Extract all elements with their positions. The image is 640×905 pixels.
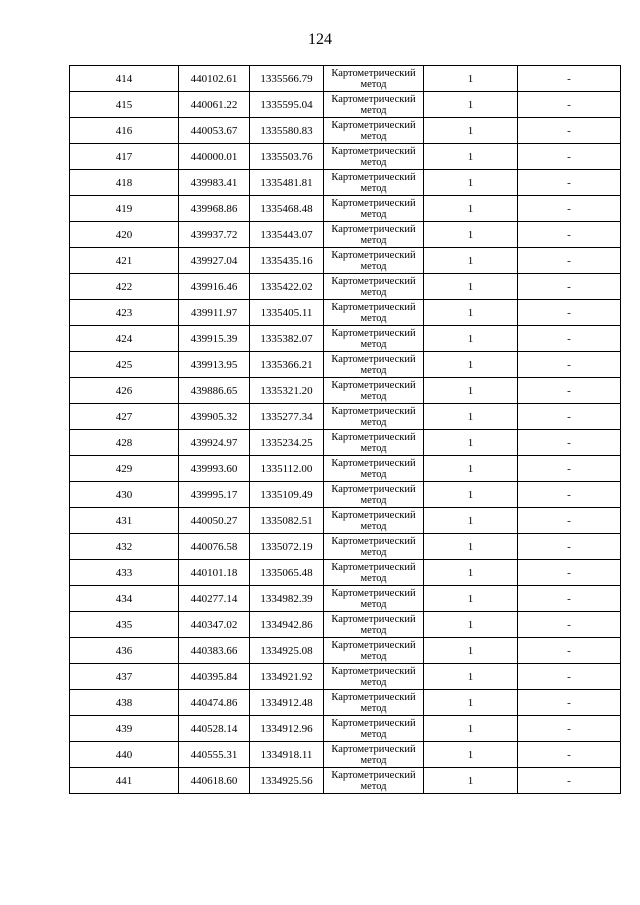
table-row — [70, 378, 621, 404]
y-coordinate-cell: 1335435.16 — [250, 248, 324, 274]
note-cell: - — [518, 274, 621, 300]
note-cell: - — [518, 456, 621, 482]
method-cell: Картометрический метод — [324, 118, 424, 144]
point-number-cell: 437 — [70, 664, 179, 690]
x-coordinate-cell: 439905.32 — [179, 404, 250, 430]
point-number-cell: 439 — [70, 716, 179, 742]
count-cell: 1 — [424, 144, 518, 170]
y-coordinate-cell: 1335405.11 — [250, 300, 324, 326]
count-cell: 1 — [424, 196, 518, 222]
x-coordinate-cell: 439995.17 — [179, 482, 250, 508]
count-cell: 1 — [424, 716, 518, 742]
count-cell: 1 — [424, 508, 518, 534]
note-cell: - — [518, 326, 621, 352]
y-coordinate-cell: 1335277.34 — [250, 404, 324, 430]
y-coordinate-cell: 1334921.92 — [250, 664, 324, 690]
point-number-cell: 421 — [70, 248, 179, 274]
count-cell: 1 — [424, 768, 518, 794]
x-coordinate-cell: 439983.41 — [179, 170, 250, 196]
note-cell: - — [518, 742, 621, 768]
note-cell: - — [518, 586, 621, 612]
count-cell: 1 — [424, 612, 518, 638]
count-cell: 1 — [424, 326, 518, 352]
table-row — [70, 690, 621, 716]
count-cell: 1 — [424, 352, 518, 378]
count-cell: 1 — [424, 664, 518, 690]
method-cell: Картометрический метод — [324, 92, 424, 118]
method-cell: Картометрический метод — [324, 560, 424, 586]
x-coordinate-cell: 439993.60 — [179, 456, 250, 482]
table-row — [70, 742, 621, 768]
table-row — [70, 586, 621, 612]
note-cell: - — [518, 92, 621, 118]
note-cell: - — [518, 196, 621, 222]
x-coordinate-cell: 440053.67 — [179, 118, 250, 144]
method-cell: Картометрический метод — [324, 144, 424, 170]
method-cell: Картометрический метод — [324, 716, 424, 742]
table-row — [70, 664, 621, 690]
x-coordinate-cell: 440395.84 — [179, 664, 250, 690]
y-coordinate-cell: 1335481.81 — [250, 170, 324, 196]
count-cell: 1 — [424, 170, 518, 196]
table-row — [70, 66, 621, 92]
method-cell: Картометрический метод — [324, 66, 424, 92]
point-number-cell: 428 — [70, 430, 179, 456]
table-row — [70, 326, 621, 352]
point-number-cell: 415 — [70, 92, 179, 118]
point-number-cell: 432 — [70, 534, 179, 560]
point-number-cell: 417 — [70, 144, 179, 170]
note-cell: - — [518, 690, 621, 716]
count-cell: 1 — [424, 248, 518, 274]
method-cell: Картометрический метод — [324, 430, 424, 456]
method-cell: Картометрический метод — [324, 534, 424, 560]
point-number-cell: 423 — [70, 300, 179, 326]
x-coordinate-cell: 440383.66 — [179, 638, 250, 664]
x-coordinate-cell: 440102.61 — [179, 66, 250, 92]
note-cell: - — [518, 404, 621, 430]
x-coordinate-cell: 440528.14 — [179, 716, 250, 742]
x-coordinate-cell: 440101.18 — [179, 560, 250, 586]
x-coordinate-cell: 439911.97 — [179, 300, 250, 326]
x-coordinate-cell: 439886.65 — [179, 378, 250, 404]
note-cell: - — [518, 534, 621, 560]
note-cell: - — [518, 612, 621, 638]
method-cell: Картометрический метод — [324, 742, 424, 768]
count-cell: 1 — [424, 456, 518, 482]
point-number-cell: 420 — [70, 222, 179, 248]
method-cell: Картометрический метод — [324, 690, 424, 716]
note-cell: - — [518, 144, 621, 170]
x-coordinate-cell: 439927.04 — [179, 248, 250, 274]
table-row — [70, 274, 621, 300]
table-row — [70, 92, 621, 118]
method-cell: Картометрический метод — [324, 638, 424, 664]
x-coordinate-cell: 440277.14 — [179, 586, 250, 612]
point-number-cell: 435 — [70, 612, 179, 638]
point-number-cell: 414 — [70, 66, 179, 92]
y-coordinate-cell: 1335503.76 — [250, 144, 324, 170]
count-cell: 1 — [424, 534, 518, 560]
method-cell: Картометрический метод — [324, 482, 424, 508]
y-coordinate-cell: 1335566.79 — [250, 66, 324, 92]
point-number-cell: 430 — [70, 482, 179, 508]
method-cell: Картометрический метод — [324, 378, 424, 404]
y-coordinate-cell: 1334912.48 — [250, 690, 324, 716]
y-coordinate-cell: 1334912.96 — [250, 716, 324, 742]
y-coordinate-cell: 1335366.21 — [250, 352, 324, 378]
table-row — [70, 508, 621, 534]
coordinates-table-body — [70, 66, 621, 794]
note-cell: - — [518, 170, 621, 196]
y-coordinate-cell: 1334942.86 — [250, 612, 324, 638]
y-coordinate-cell: 1335580.83 — [250, 118, 324, 144]
note-cell: - — [518, 222, 621, 248]
table-row — [70, 248, 621, 274]
count-cell: 1 — [424, 638, 518, 664]
note-cell: - — [518, 482, 621, 508]
table-row — [70, 716, 621, 742]
x-coordinate-cell: 440050.27 — [179, 508, 250, 534]
count-cell: 1 — [424, 586, 518, 612]
method-cell: Картометрический метод — [324, 768, 424, 794]
table-row — [70, 534, 621, 560]
y-coordinate-cell: 1335065.48 — [250, 560, 324, 586]
note-cell: - — [518, 638, 621, 664]
count-cell: 1 — [424, 404, 518, 430]
x-coordinate-cell: 440618.60 — [179, 768, 250, 794]
count-cell: 1 — [424, 66, 518, 92]
method-cell: Картометрический метод — [324, 586, 424, 612]
point-number-cell: 419 — [70, 196, 179, 222]
point-number-cell: 427 — [70, 404, 179, 430]
x-coordinate-cell: 440347.02 — [179, 612, 250, 638]
table-row — [70, 560, 621, 586]
note-cell: - — [518, 352, 621, 378]
note-cell: - — [518, 560, 621, 586]
note-cell: - — [518, 508, 621, 534]
count-cell: 1 — [424, 560, 518, 586]
x-coordinate-cell: 440076.58 — [179, 534, 250, 560]
table-row — [70, 300, 621, 326]
method-cell: Картометрический метод — [324, 170, 424, 196]
y-coordinate-cell: 1335382.07 — [250, 326, 324, 352]
method-cell: Картометрический метод — [324, 300, 424, 326]
point-number-cell: 433 — [70, 560, 179, 586]
method-cell: Картометрический метод — [324, 248, 424, 274]
y-coordinate-cell: 1334918.11 — [250, 742, 324, 768]
y-coordinate-cell: 1335595.04 — [250, 92, 324, 118]
method-cell: Картометрический метод — [324, 196, 424, 222]
method-cell: Картометрический метод — [324, 456, 424, 482]
note-cell: - — [518, 378, 621, 404]
y-coordinate-cell: 1335234.25 — [250, 430, 324, 456]
y-coordinate-cell: 1334982.39 — [250, 586, 324, 612]
x-coordinate-cell: 440061.22 — [179, 92, 250, 118]
y-coordinate-cell: 1334925.56 — [250, 768, 324, 794]
table-row — [70, 222, 621, 248]
y-coordinate-cell: 1334925.08 — [250, 638, 324, 664]
table-row — [70, 768, 621, 794]
point-number-cell: 418 — [70, 170, 179, 196]
table-row — [70, 430, 621, 456]
method-cell: Картометрический метод — [324, 612, 424, 638]
x-coordinate-cell: 440474.86 — [179, 690, 250, 716]
x-coordinate-cell: 439937.72 — [179, 222, 250, 248]
y-coordinate-cell: 1335443.07 — [250, 222, 324, 248]
table-row — [70, 638, 621, 664]
point-number-cell: 441 — [70, 768, 179, 794]
count-cell: 1 — [424, 742, 518, 768]
table-row — [70, 456, 621, 482]
x-coordinate-cell: 439968.86 — [179, 196, 250, 222]
x-coordinate-cell: 439913.95 — [179, 352, 250, 378]
x-coordinate-cell: 440555.31 — [179, 742, 250, 768]
method-cell: Картометрический метод — [324, 508, 424, 534]
table-row — [70, 170, 621, 196]
y-coordinate-cell: 1335082.51 — [250, 508, 324, 534]
method-cell: Картометрический метод — [324, 404, 424, 430]
point-number-cell: 434 — [70, 586, 179, 612]
note-cell: - — [518, 768, 621, 794]
count-cell: 1 — [424, 274, 518, 300]
note-cell: - — [518, 66, 621, 92]
x-coordinate-cell: 439916.46 — [179, 274, 250, 300]
x-coordinate-cell: 439924.97 — [179, 430, 250, 456]
point-number-cell: 431 — [70, 508, 179, 534]
count-cell: 1 — [424, 92, 518, 118]
point-number-cell: 440 — [70, 742, 179, 768]
coordinates-table — [69, 65, 621, 794]
y-coordinate-cell: 1335321.20 — [250, 378, 324, 404]
note-cell: - — [518, 664, 621, 690]
count-cell: 1 — [424, 690, 518, 716]
table-row — [70, 196, 621, 222]
page-number: 124 — [308, 31, 332, 48]
note-cell: - — [518, 248, 621, 274]
y-coordinate-cell: 1335422.02 — [250, 274, 324, 300]
note-cell: - — [518, 716, 621, 742]
count-cell: 1 — [424, 482, 518, 508]
note-cell: - — [518, 300, 621, 326]
method-cell: Картометрический метод — [324, 222, 424, 248]
y-coordinate-cell: 1335112.00 — [250, 456, 324, 482]
point-number-cell: 422 — [70, 274, 179, 300]
table-row — [70, 482, 621, 508]
table-row — [70, 352, 621, 378]
y-coordinate-cell: 1335109.49 — [250, 482, 324, 508]
x-coordinate-cell: 439915.39 — [179, 326, 250, 352]
y-coordinate-cell: 1335072.19 — [250, 534, 324, 560]
count-cell: 1 — [424, 118, 518, 144]
y-coordinate-cell: 1335468.48 — [250, 196, 324, 222]
table-row — [70, 404, 621, 430]
table-row — [70, 118, 621, 144]
point-number-cell: 424 — [70, 326, 179, 352]
method-cell: Картометрический метод — [324, 352, 424, 378]
point-number-cell: 429 — [70, 456, 179, 482]
method-cell: Картометрический метод — [324, 664, 424, 690]
point-number-cell: 436 — [70, 638, 179, 664]
note-cell: - — [518, 118, 621, 144]
table-row — [70, 612, 621, 638]
point-number-cell: 425 — [70, 352, 179, 378]
method-cell: Картометрический метод — [324, 274, 424, 300]
count-cell: 1 — [424, 222, 518, 248]
x-coordinate-cell: 440000.01 — [179, 144, 250, 170]
count-cell: 1 — [424, 378, 518, 404]
point-number-cell: 426 — [70, 378, 179, 404]
point-number-cell: 438 — [70, 690, 179, 716]
count-cell: 1 — [424, 300, 518, 326]
table-row — [70, 144, 621, 170]
count-cell: 1 — [424, 430, 518, 456]
note-cell: - — [518, 430, 621, 456]
point-number-cell: 416 — [70, 118, 179, 144]
method-cell: Картометрический метод — [324, 326, 424, 352]
